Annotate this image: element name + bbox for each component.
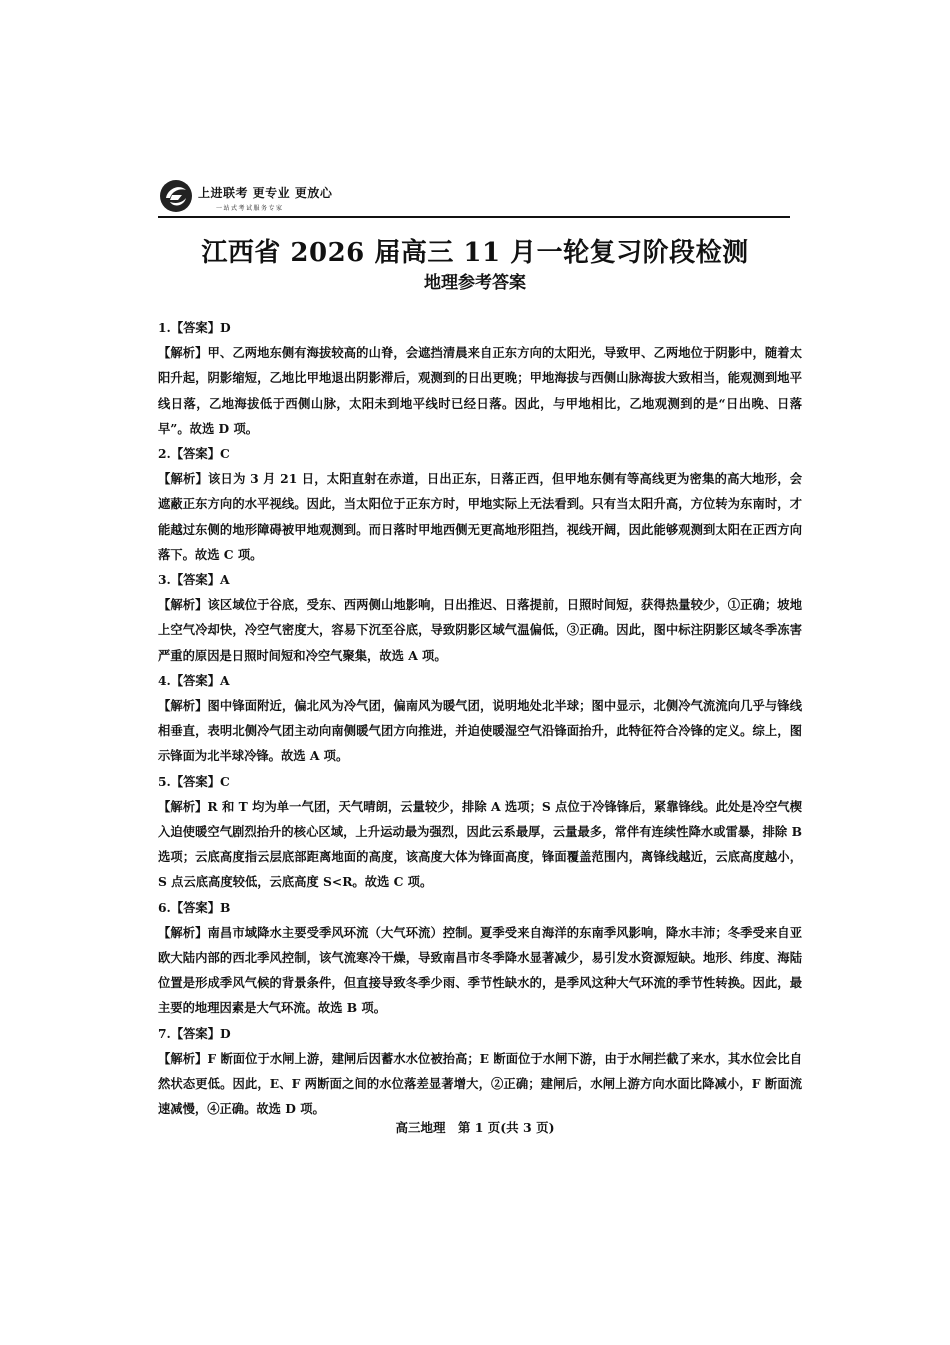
answer-item (158, 668, 802, 769)
publisher-slogan: 上进联考 更专业 更放心 (198, 186, 333, 200)
explanation-text: 【解析】南昌市域降水主要受季风环流（大气环流）控制。夏季受来自海洋的东南季风影响，降水丰沛；冬季受来自亚欧大陆内部的西北季风控制，该气流寒冷干燥，导致南昌市冬季降水显著减少，易引发水资源短缺。地形、纬度、海陆位置是形成季风气候的背景条件，但直接导致冬季少雨、季节性缺水的，是季风这种大气环流的季节性转换。因此，最主要的地理因素是大气环流。故选 B 项。 (158, 924, 802, 1016)
explanation-text: 【解析】F 断面位于水闸上游，建闸后因蓄水水位被抬高；E 断面位于水闸下游，由于水闸拦截了来水，其水位会比自然状态更低。因此，E、F 两断面之间的水位落差显著增大，②正确；建闸后，水闸上游方向水面比降减小，F 断面流速减慢，④正确。故选 D 项。 (158, 1050, 802, 1117)
answer-item (158, 567, 802, 668)
publisher-subslogan: 一站式考试服务专家 (216, 205, 284, 212)
explanation-text: 【解析】图中锋面附近，偏北风为冷气团，偏南风为暖气团，说明地处北半球；图中显示，北侧冷气流流向几乎与锋线相垂直，表明北侧冷气团主动向南侧暖气团方向推进，并迫使暖湿空气沿锋面抬升，此特征符合冷锋的定义。综上，图示锋面为北半球冷锋。故选 A 项。 (158, 698, 802, 764)
answer-item (158, 1021, 802, 1122)
answer-item (158, 315, 802, 441)
footer-subject: 高三地理 (395, 1120, 446, 1135)
answer-line: 2.【答案】C (158, 446, 230, 462)
answer-item (158, 895, 802, 1021)
explanation-text: 【解析】该日为 3 月 21 日，太阳直射在赤道，日出正东，日落正西，但甲地东侧有等高线更为密集的高大地形，会遮蔽正东方向的水平视线。因此，当太阳位于正东方时，甲地实际上无法看到。只有当太阳升高，方位转为东南时，才能越过东侧的地形障碍被甲地观测到。而日落时甲地西侧无更高地形阻挡，视线开阔，因此能够观测到太阳在正西方向落下。故选 C 项。 (158, 471, 802, 562)
publisher-header (158, 178, 798, 218)
answer-line: 1.【答案】D (158, 320, 231, 335)
page-title: 江西省 2026 届高三 11 月一轮复习阶段检测 (201, 238, 749, 268)
footer-page-number: 第 1 页(共 3 页) (457, 1120, 555, 1135)
answer-line: 4.【答案】A (158, 672, 230, 688)
answer-list (158, 315, 802, 1122)
explanation-text: 【解析】该区域位于谷底，受东、西两侧山地影响，日出推迟、日落提前，日照时间短，获得热量较少，①正确；坡地上空气冷却快，冷空气密度大，容易下沉至谷底，导致阴影区域气温偏低，③正确。因此，图中标注阴影区域冬季冻害严重的原因是日照时间短和冷空气聚集，故选 A 项。 (158, 597, 802, 663)
publisher-logo-icon (158, 178, 194, 214)
answer-item (158, 441, 802, 567)
answer-line: 3.【答案】A (158, 572, 230, 588)
page-footer (0, 1118, 950, 1136)
answer-line: 7.【答案】D (158, 1025, 231, 1041)
answer-item (158, 769, 802, 895)
page-subtitle: 地理参考答案 (424, 273, 526, 293)
header-divider (158, 216, 790, 218)
explanation-text: 【解析】甲、乙两地东侧有海拔较高的山脊，会遮挡清晨来自正东方向的太阳光，导致甲、乙两地位于阴影中，随着太阳升起，阴影缩短，乙地比甲地退出阴影滞后，观测到的日出更晚；甲地海拔与西侧山脉海拔大致相当，能观测到地平线日落，乙地海拔低于西侧山脉，太阳未到地平线时已经日落。因此，与甲地相比，乙地观测到的是“日出晚、日落早”。故选 D 项。 (158, 345, 802, 436)
answer-line: 5.【答案】C (158, 773, 230, 789)
answer-line: 6.【答案】B (158, 899, 231, 915)
explanation-text: 【解析】R 和 T 均为单一气团，天气晴朗，云量较少，排除 A 选项；S 点位于冷锋锋后，紧靠锋线。此处是冷空气楔入迫使暖空气剧烈抬升的核心区域，上升运动最为强烈，因此云系最厚，云量最多，常伴有连续性降水或雷暴，排除 B 选项；云底高度指云层底部距离地面的高度，该高度大体为锋面高度，锋面覆盖范围内，离锋线越近，云底高度越小，S 点云底高度较低，云底高度 S<R。故选 C 项。 (158, 798, 802, 890)
